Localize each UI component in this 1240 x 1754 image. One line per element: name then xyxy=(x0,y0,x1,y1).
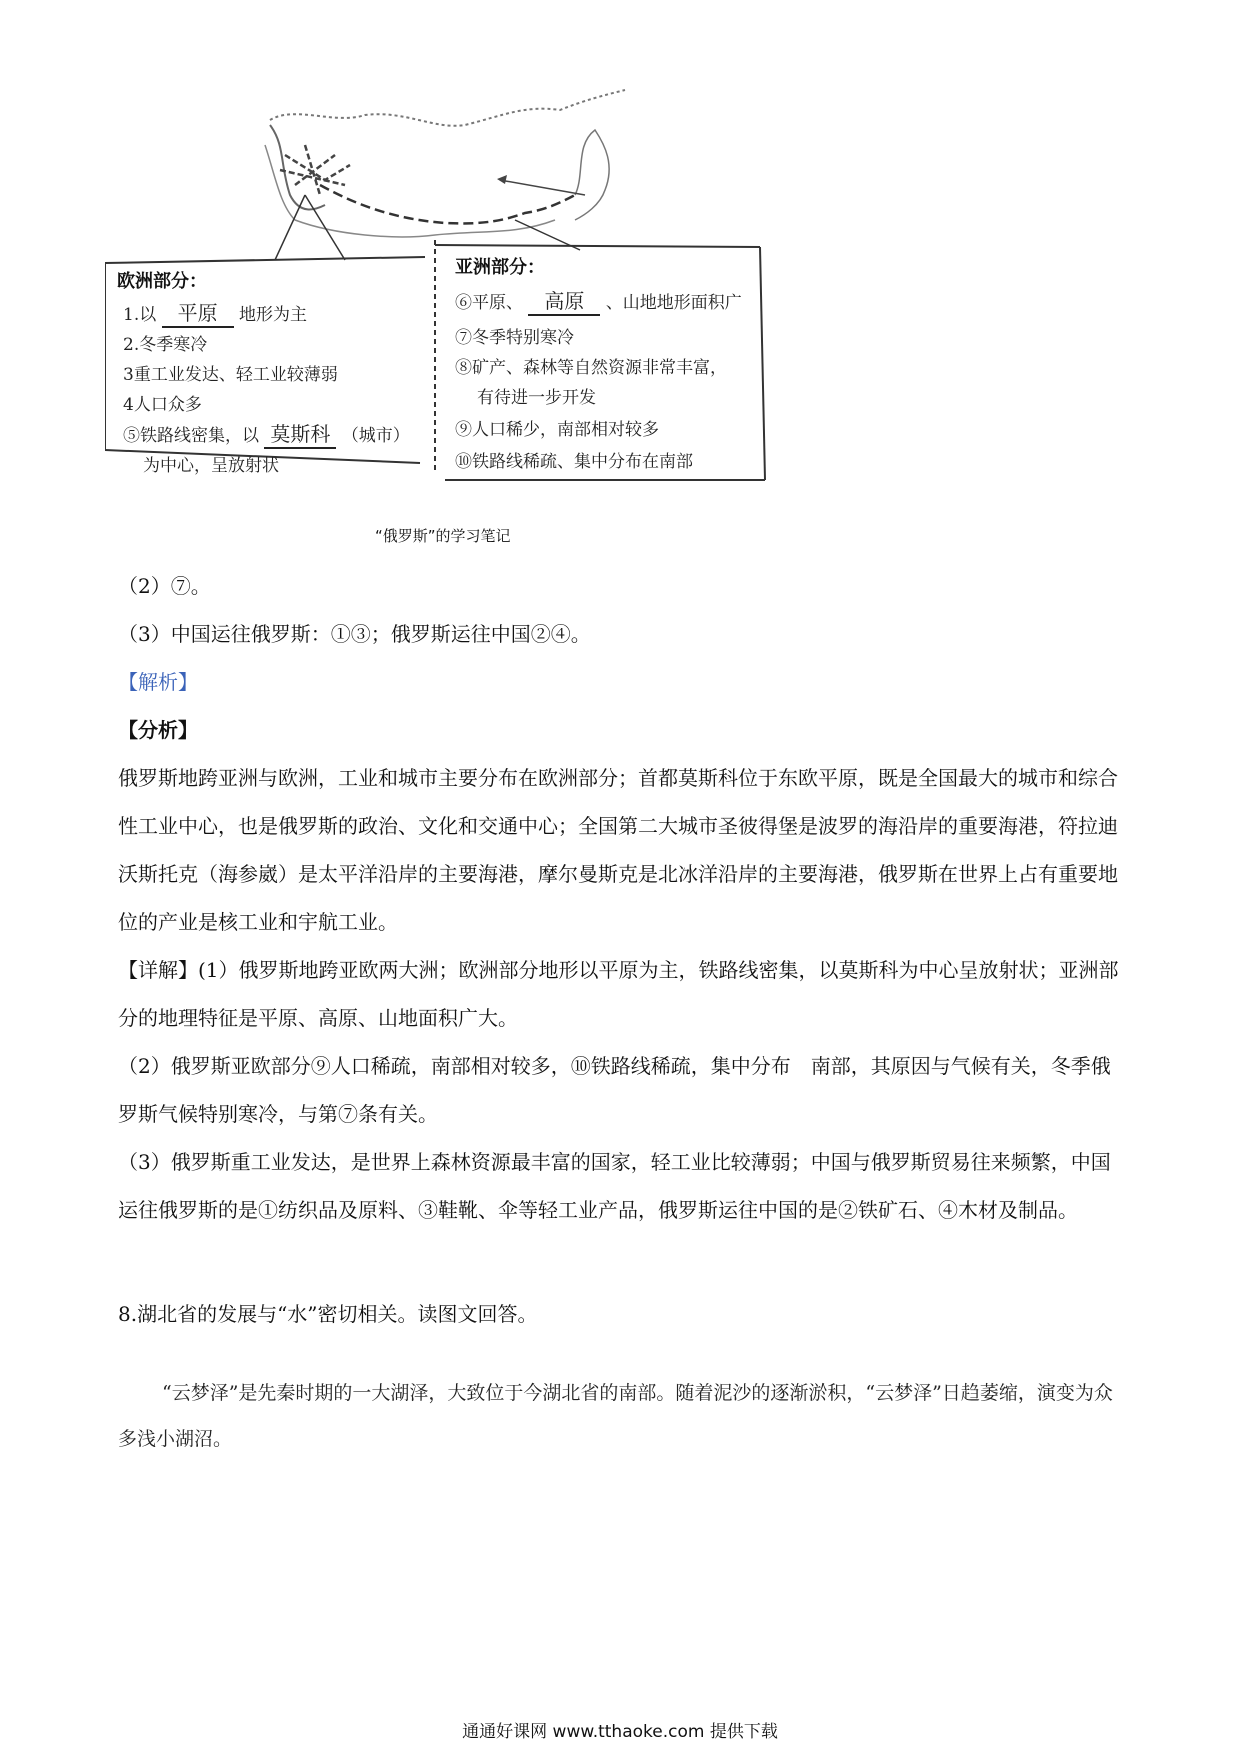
europe-note-5 xyxy=(123,418,410,449)
europe-note-2: 2.冬季寒冷 xyxy=(123,335,208,355)
detail-1: 【详解】(1）俄罗斯地跨亚欧两大洲；欧洲部分地形以平原为主，铁路线密集，以莫斯科为中心呈放射状；亚洲部分的地理特征是平原、高原、山地面积广大。 xyxy=(118,958,1119,1030)
question-8-stem: 8.湖北省的发展与“水”密切相关。读图文回答。 xyxy=(118,1302,538,1326)
europe-note-3: 3重工业发达、轻工业较薄弱 xyxy=(123,365,338,385)
europe-note-5-suffix: （城市） xyxy=(341,426,410,446)
detail-3: （3）俄罗斯重工业发达，是世界上森林资源最丰富的国家，轻工业比较薄弱；中国与俄罗斯贸易往来频繁，中国运往俄罗斯的是①纺织品及原料、③鞋靴、伞等轻工业产品，俄罗斯运往中国的是②铁矿石、④木材及制品。 xyxy=(118,1150,1111,1222)
asia-note-1-prefix: ⑥平原、 xyxy=(455,293,523,313)
europe-note-1-suffix: 地形为主 xyxy=(239,305,308,325)
fenxi-text: 俄罗斯地跨亚洲与欧洲，工业和城市主要分布在欧洲部分；首都莫斯科位于东欧平原，既是全国最大的城市和综合性工业中心，也是俄罗斯的政治、文化和交通中心；全国第二大城市圣彼得堡是波罗的海沿岸的重要海港，符拉迪沃斯托克（海参崴）是太平洋沿岸的主要海港，摩尔曼斯克是北冰洋沿岸的主要海港，俄罗斯在世界上占有重要地位的产业是核工业和宇航工业。 xyxy=(118,766,1118,934)
figure-caption: “俄罗斯”的学习笔记 xyxy=(375,527,511,545)
europe-note-1-answer: 平原 xyxy=(162,297,234,328)
asia-note-1 xyxy=(455,285,742,316)
asia-note-2: ⑦冬季特别寒冷 xyxy=(455,328,574,348)
asia-note-4: 有待进一步开发 xyxy=(477,388,596,408)
europe-note-1-prefix: 1.以 xyxy=(123,305,157,325)
russia-notes-figure xyxy=(105,85,865,555)
asia-note-3: ⑧矿产、森林等自然资源非常丰富， xyxy=(455,358,727,378)
fenxi-label: 【分析】 xyxy=(118,718,198,742)
europe-note-6: 为中心，呈放射状 xyxy=(143,456,279,476)
asia-notes-title: 亚洲部分： xyxy=(455,257,545,278)
europe-note-5-answer: 莫斯科 xyxy=(264,418,336,449)
europe-note-4: 4人口众多 xyxy=(123,395,202,415)
europe-note-1 xyxy=(123,297,307,328)
asia-note-5: ⑨人口稀少，南部相对较多 xyxy=(455,420,659,440)
asia-note-6: ⑩铁路线稀疏、集中分布在南部 xyxy=(455,452,693,472)
page-footer: 通通好课网 www.tthaoke.com 提供下载 xyxy=(462,1722,778,1742)
analysis-tag: 【解析】 xyxy=(118,670,198,694)
question-8-intro: “云梦泽”是先秦时期的一大湖泽，大致位于今湖北省的南部。随着泥沙的逐渐淤积，“云梦泽”日趋萎缩，演变为众多浅小湖沼。 xyxy=(118,1382,1113,1450)
europe-notes-title: 欧洲部分： xyxy=(117,271,207,292)
europe-note-5-prefix: ⑤铁路线密集，以 xyxy=(123,426,259,446)
answer-3: （3）中国运往俄罗斯：①③；俄罗斯运往中国②④。 xyxy=(118,622,591,646)
asia-note-1-suffix: 、山地地形面积广 xyxy=(605,293,742,313)
answer-2: （2）⑦。 xyxy=(118,574,211,598)
asia-note-1-answer: 高原 xyxy=(528,285,600,316)
detail-2: （2）俄罗斯亚欧部分⑨人口稀疏，南部相对较多，⑩铁路线稀疏，集中分布 南部，其原因与气候有关，冬季俄罗斯气候特别寒冷，与第⑦条有关。 xyxy=(118,1054,1111,1126)
